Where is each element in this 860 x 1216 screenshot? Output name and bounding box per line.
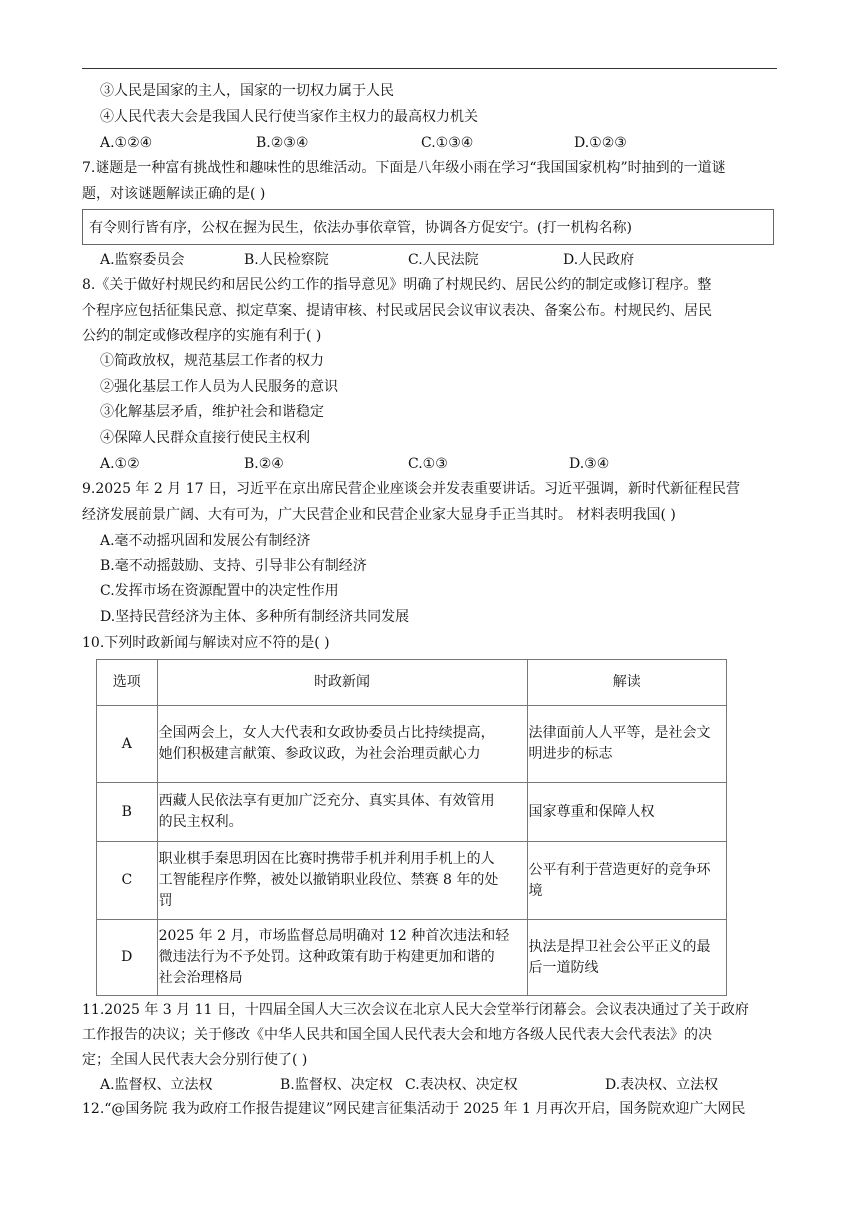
q8-stem-line-3: 公约的制定或修改程序的实施有利于( ) [82, 328, 322, 344]
q8-item-1: ①简政放权，规范基层工作者的权力 [100, 353, 324, 369]
q8-option-c[interactable]: C.①③ [408, 456, 448, 472]
news-line: 西藏人民依法享有更加广泛充分、真实具体、有效管用 [158, 793, 495, 809]
q8-item-3: ③化解基层矛盾，维护社会和谐稳定 [100, 404, 324, 420]
q9-option-d[interactable]: D.坚持民营经济为主体、多种所有制经济共同发展 [100, 609, 410, 625]
q11-option-b[interactable]: B.监督权、决定权 [280, 1077, 393, 1093]
reading-line: 后一道防线 [528, 959, 599, 976]
news-line: 工智能程序作弊，被处以撤销职业段位、禁赛 8 年的处 [158, 872, 499, 888]
news-line: 的民主权利。 [158, 814, 243, 830]
q7-stem-line-2: 题，对该谜题解读正确的是( ) [82, 186, 266, 202]
row-news [157, 783, 527, 842]
header-reading: 解读 [527, 660, 726, 706]
table-row [97, 842, 727, 920]
news-line: 职业棋手秦思玥因在比赛时携带手机并利用手机上的人 [158, 851, 495, 867]
q9-stem-line-1: 9.2025 年 2 月 17 日，习近平在京出席民营企业座谈会并发表重要讲话。习近平强调，新时代新征程民营 [82, 481, 740, 497]
q8-option-b[interactable]: B.②④ [244, 456, 284, 472]
q8-option-d[interactable]: D.③④ [569, 456, 610, 472]
news-line: 罚 [158, 893, 173, 909]
q6-option-a[interactable]: A.①②④ [100, 135, 153, 151]
q7-option-d[interactable]: D.人民政府 [563, 252, 635, 268]
row-news [157, 706, 527, 783]
q8-stem-line-1: 8.《关于做好村规民约和居民公约工作的指导意见》明确了村规民约、居民公约的制定或修订程序。整 [82, 277, 712, 293]
reading-line: 明进步的标志 [528, 746, 613, 762]
q6-option-c[interactable]: C.①③④ [421, 135, 474, 151]
q6-option-b[interactable]: B.②③④ [256, 135, 309, 151]
q8-item-2: ②强化基层工作人员为人民服务的意识 [100, 379, 338, 395]
q12-stem-line-1: 12.“@国务院 我为政府工作报告提建议”网民建言征集活动于 2025 年 1 月再次开启，国务院欢迎广大网民 [82, 1101, 746, 1117]
row-news [157, 920, 527, 996]
header-rule [82, 68, 777, 69]
q11-stem-line-3: 定；全国人民代表大会分别行使了( ) [82, 1052, 308, 1068]
q7-option-a[interactable]: A.监察委员会 [100, 252, 185, 268]
q7-option-b[interactable]: B.人民检察院 [244, 252, 329, 268]
row-reading [527, 842, 726, 920]
q11-stem-line-1: 11.2025 年 3 月 11 日，十四届全国人大三次会议在北京人民大会堂举行闭幕会。会议表决通过了关于政府 [82, 1002, 749, 1018]
q9-option-c[interactable]: C.发挥市场在资源配置中的决定性作用 [100, 583, 339, 599]
q8-stem-line-2: 个程序应包括征集民意、拟定草案、提请审核、村民或居民会议审议表决、备案公布。村规民约、居民 [82, 303, 712, 319]
row-reading [527, 783, 726, 842]
q6-option-d[interactable]: D.①②③ [574, 135, 627, 151]
header-news: 时政新闻 [157, 660, 527, 706]
q6-item-3: ③人民是国家的主人，国家的一切权力属于人民 [100, 83, 394, 99]
q11-option-a[interactable]: A.监督权、立法权 [100, 1077, 213, 1093]
reading-line: 执法是捍卫社会公平正义的最 [528, 938, 711, 955]
q10-news-table [96, 659, 727, 996]
reading-line: 法律面前人人平等，是社会文 [528, 725, 711, 741]
q8-item-4: ④保障人民群众直接行使民主权利 [100, 430, 310, 446]
row-option: D [97, 920, 158, 996]
q9-stem-line-2: 经济发展前景广阔、大有可为，广大民营企业和民营企业家大显身手正当其时。 材料表明我国( ) [82, 507, 676, 523]
row-option: C [97, 842, 158, 920]
news-line: 2025 年 2 月，市场监督总局明确对 12 种首次违法和轻 [158, 928, 510, 944]
row-reading [527, 920, 726, 996]
q11-option-c[interactable]: C.表决权、决定权 [405, 1077, 518, 1093]
row-news [157, 842, 527, 920]
q8-option-a[interactable]: A.①② [100, 456, 140, 472]
q6-item-4: ④人民代表大会是我国人民行使当家作主权力的最高权力机关 [100, 109, 478, 125]
q7-stem-line-1: 7.谜题是一种富有挑战性和趣味性的思维活动。下面是八年级小雨在学习“我国国家机构”时抽到的一道谜 [82, 160, 726, 176]
news-line: 微违法行为不予处罚。这种政策有助于构建更加和谐的 [158, 949, 495, 965]
q10-stem: 10.下列时政新闻与解读对应不符的是( ) [82, 635, 330, 651]
q7-option-c[interactable]: C.人民法院 [408, 252, 479, 268]
q9-option-b[interactable]: B.毫不动摇鼓励、支持、引导非公有制经济 [100, 558, 367, 574]
reading-line: 境 [528, 882, 543, 899]
table-header-row [97, 660, 727, 706]
table-row [97, 783, 727, 842]
q7-riddle-text: 有令则行皆有序，公权在握为民生，依法办事依章管，协调各方促安宁。(打一机构名称) [89, 220, 632, 236]
news-line: 她们积极建言献策、参政议政，为社会治理贡献心力 [158, 746, 481, 762]
table-row [97, 920, 727, 996]
news-line: 社会治理格局 [158, 970, 243, 986]
reading-line: 公平有利于营造更好的竞争环 [528, 861, 711, 878]
header-option: 选项 [97, 660, 158, 706]
q11-option-d[interactable]: D.表决权、立法权 [605, 1077, 719, 1093]
q11-stem-line-2: 工作报告的决议；关于修改《中华人民共和国全国人民代表大会和地方各级人民代表大会代表法》的决 [82, 1027, 712, 1043]
row-option: B [97, 783, 158, 842]
row-reading [527, 706, 726, 783]
news-line: 全国两会上，女人大代表和女政协委员占比持续提高， [158, 725, 495, 741]
q7-riddle-box [82, 209, 774, 245]
reading-line: 国家尊重和保障人权 [528, 803, 655, 820]
q9-option-a[interactable]: A.毫不动摇巩固和发展公有制经济 [100, 533, 311, 549]
row-option: A [97, 706, 158, 783]
table-row [97, 706, 727, 783]
